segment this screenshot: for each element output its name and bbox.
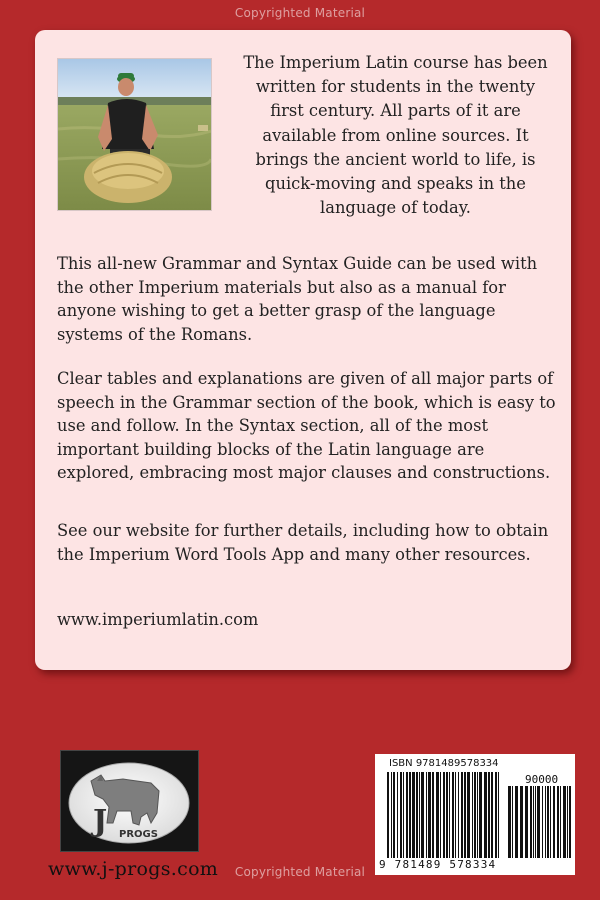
intro-text: The Imperium Latin course has been written for students in the twenty first century. All parts of it are available from online sources. It brings the ancient world to life, is quick-moving and speaks in the language of today.: [243, 53, 548, 218]
watermark-bottom: Copyrighted Material: [234, 865, 366, 879]
website-link[interactable]: www.imperiumlatin.com: [57, 610, 259, 629]
logo-letter: J: [93, 804, 108, 839]
paragraph-grammar-guide: This all-new Grammar and Syntax Guide can be used with the other Imperium materials but also as a manual for anyone wishing to get a better grasp of the language systems of the Romans.: [57, 254, 538, 344]
watermark-top: Copyrighted Material: [234, 6, 366, 20]
barcode-icon: [375, 754, 575, 875]
author-photo: [57, 58, 212, 211]
logo-text: PROGS: [119, 829, 158, 840]
isbn-digits: 9 781489 578334: [379, 858, 497, 871]
price-code: 90000: [525, 773, 559, 786]
paragraph-tables: Clear tables and explanations are given of all major parts of speech in the Grammar section of the book, which is easy to use and follow. In the Syntax section, all of the most important building blocks of the Latin language are explored, embracing most major clauses and constructions.: [57, 369, 556, 482]
paragraph-website: See our website for further details, including how to obtain the Imperium Word Tools App and many other resources.: [57, 521, 549, 564]
publisher-website[interactable]: www.j-progs.com: [48, 858, 219, 880]
barcode-box: [375, 754, 575, 875]
isbn-label: ISBN 9781489578334: [389, 758, 499, 769]
blurb-panel: [35, 30, 571, 670]
publisher-logo: [60, 750, 199, 852]
